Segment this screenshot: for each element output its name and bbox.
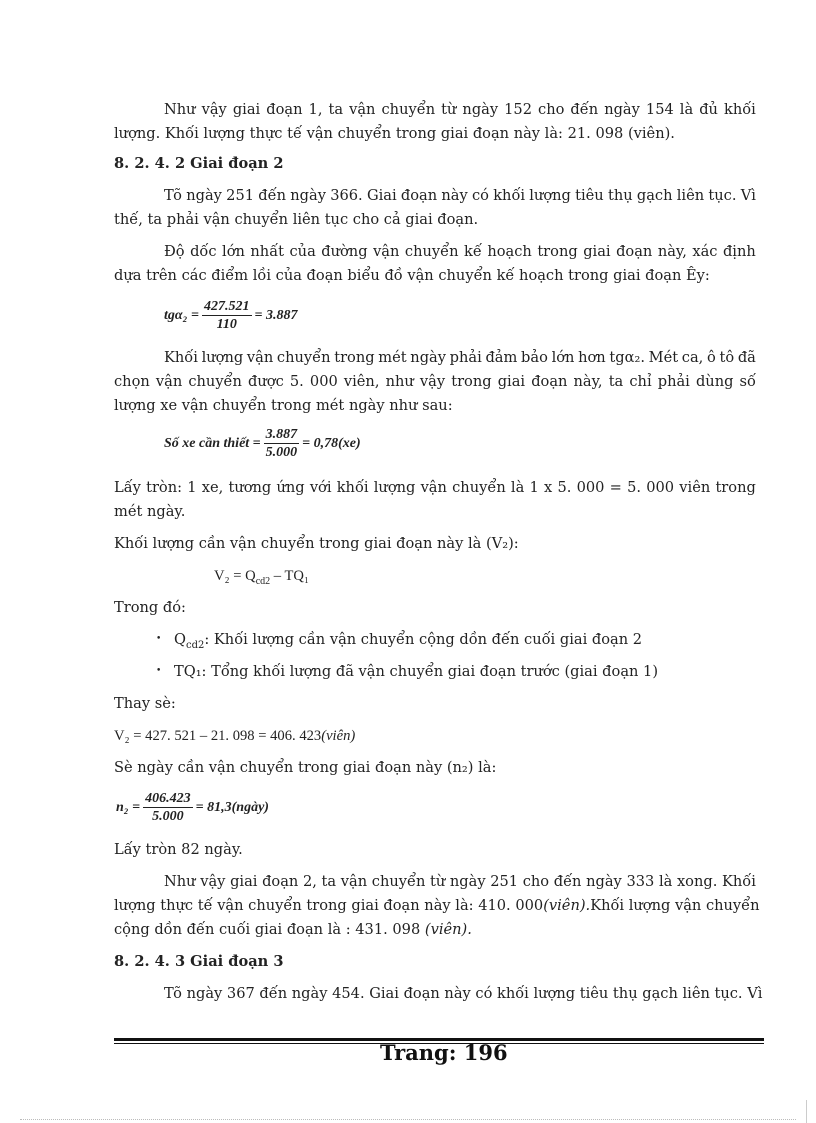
word: này [441, 187, 468, 204]
word: ta [321, 873, 337, 890]
paragraph-line [164, 186, 756, 206]
word: Lấy [114, 479, 141, 496]
word: phải [657, 373, 690, 390]
word: phải [449, 349, 482, 366]
word: vận [373, 243, 400, 260]
word: có [471, 187, 489, 204]
text-part: Khối lượng vận chuyển [590, 897, 760, 914]
list-item [174, 630, 642, 656]
word: bảo [521, 349, 548, 366]
word: viên, [343, 373, 380, 390]
word: lượng [373, 479, 416, 496]
word: vậy [200, 873, 226, 890]
word: tiêu [575, 187, 604, 204]
paragraph-line [114, 372, 756, 392]
formula-unit: (viên) [321, 728, 356, 744]
formula-part: V₂ = 427. 521 – 21. 098 = 406. 423 [114, 728, 322, 744]
paragraph-line: thế, ta phải vận chuyển liên tục cho cả giai đoạn. [114, 211, 479, 228]
word: ngày [410, 349, 446, 366]
text-part: cộng dồn đến cuối giai đoạn là : 431. 098 [114, 921, 425, 938]
fraction [264, 426, 300, 461]
paragraph-line: Trong đó: [114, 599, 186, 616]
word: ngày [290, 187, 326, 204]
bullet-icon: • [156, 666, 162, 676]
word: 5. [557, 479, 572, 496]
word: 1 [529, 479, 539, 496]
fraction-denominator: 110 [216, 317, 237, 332]
word: ứng [276, 479, 305, 496]
word: đến [553, 873, 582, 890]
formula-rhs: = 81,3(ngày) [195, 799, 269, 815]
formula-rhs: = 0,78(xe) [302, 435, 361, 451]
word: 251 [226, 187, 255, 204]
word: lớn [222, 243, 245, 260]
word: kế [464, 243, 482, 260]
word: giai [497, 373, 526, 390]
word: Mét [648, 349, 679, 366]
formula-lhs: Số xe cần thiết = [164, 435, 261, 451]
paragraph-line: mét ngày. [114, 503, 186, 520]
paragraph-line [164, 872, 756, 892]
formula-lhs: tgα₂ = [164, 307, 199, 323]
formula-lhs: n₂ = [116, 799, 141, 815]
formula-part: V₂ = Q [214, 568, 256, 584]
word: tgα₂. [609, 349, 645, 366]
word: ngày [186, 187, 222, 204]
word: liên [676, 187, 705, 204]
formula-tangent [164, 298, 297, 333]
word: 000 [646, 479, 675, 496]
word: cho [522, 873, 550, 890]
word: lượng [529, 187, 571, 204]
word: đã [737, 349, 756, 366]
word: khối [336, 479, 369, 496]
word: chuyển [276, 349, 331, 366]
word: 2, [302, 873, 317, 890]
section-heading: 8. 2. 4. 3 Giai đoạn 3 [114, 953, 284, 970]
word: ta [328, 101, 344, 118]
paragraph-line [114, 478, 756, 498]
word: trong [537, 243, 578, 260]
paragraph-line: dựa trên các điểm lồi của đoạn biểu đồ vận chuyển kế hoạch trong giai đoạn Êy: [114, 267, 710, 284]
word: Khối [722, 873, 756, 890]
word: vận [349, 101, 376, 118]
word: từ [430, 873, 446, 890]
paragraph-line: Lấy tròn 82 ngày. [114, 841, 243, 858]
word: 154 [645, 101, 674, 118]
formula-v2-definition [214, 566, 309, 592]
formula-subscript: cd2 [255, 575, 271, 587]
paragraph-line [114, 896, 760, 916]
word: ô [707, 349, 716, 366]
word: khối [723, 101, 756, 118]
word: được [248, 373, 284, 390]
word: 5. [289, 373, 304, 390]
word: này, [657, 243, 687, 260]
word: ngày [604, 101, 640, 118]
word: ngày [462, 101, 499, 118]
word: đoạn [262, 873, 299, 890]
word: 366. [330, 187, 363, 204]
word: vậy [201, 101, 227, 118]
word: gạch [636, 187, 673, 204]
list-item-symbol: Q [174, 631, 186, 648]
section-heading: 8. 2. 4. 2 Giai đoạn 2 [114, 155, 284, 172]
paragraph-line: lượng xe vận chuyển trong mét ngày như sau: [114, 397, 453, 414]
text-part: lượng thực tế vận chuyển trong giai đoạn này là: 410. 000 [114, 897, 544, 914]
text-segment [114, 896, 590, 916]
word: 1, [308, 101, 323, 118]
word: vận [246, 349, 274, 366]
word: chuyển [371, 873, 426, 890]
word: như [385, 373, 414, 390]
paragraph-line [164, 348, 756, 368]
word: chuyển [452, 479, 506, 496]
text-italic: (viên). [424, 921, 472, 938]
word: đoạn [531, 373, 568, 390]
word: chuyển [404, 243, 459, 260]
word: tô [719, 349, 735, 366]
word: này, [573, 373, 603, 390]
word: hơn [578, 349, 606, 366]
word: đảm [485, 349, 518, 366]
word: khối [493, 187, 526, 204]
word: tương [228, 479, 272, 496]
word: giai [230, 873, 258, 890]
word: ta [608, 373, 624, 390]
word: = [609, 479, 622, 496]
word: hoạch [487, 243, 532, 260]
word: trong [715, 479, 756, 496]
word: 000 [309, 373, 338, 390]
word: vận [340, 873, 368, 890]
word: đến [570, 101, 599, 118]
word: mét [378, 349, 407, 366]
word: ngày [586, 873, 622, 890]
word: lớn [551, 349, 575, 366]
word: từ [441, 101, 457, 118]
word: Độ [164, 243, 185, 260]
word: xe, [201, 479, 224, 496]
word: đoạn [616, 243, 653, 260]
list-item-text: : Khối lượng cần vận chuyển cộng dồn đến cuối giai đoạn 2 [204, 631, 643, 648]
word: định [722, 243, 756, 260]
word: 5. [627, 479, 642, 496]
word: trong [334, 349, 375, 366]
word: đoạn [266, 101, 303, 118]
word: 251 [490, 873, 519, 890]
word: đến [258, 187, 286, 204]
word: thụ [607, 187, 633, 204]
word: Giai [366, 187, 397, 204]
paragraph-line: Thay sè: [114, 695, 176, 712]
word: dùng [695, 373, 734, 390]
page-edge-dotted-line [20, 1119, 796, 1120]
page-number: Trang: 196 [380, 1040, 508, 1065]
word: giai [583, 243, 611, 260]
paragraph-line [164, 242, 756, 262]
formula-v2-substitution [114, 726, 355, 746]
word: nhất [250, 243, 284, 260]
word: vậy [419, 373, 446, 390]
word: là [658, 873, 673, 890]
word: là [510, 479, 525, 496]
word: chọn [114, 373, 150, 390]
word: ca, [681, 349, 704, 366]
paragraph-line: Tõ ngày 367 đến ngày 454. Giai đoạn này có khối lượng tiêu thụ gạch liên tục. Vì [164, 985, 763, 1002]
formula-part: – TQ₁ [270, 568, 310, 584]
fraction-numerator: 406.423 [145, 791, 191, 806]
paragraph-line: lượng. Khối lượng thực tế vận chuyển trong giai đoạn này là: 21. 098 (viên). [114, 125, 675, 142]
word: Như [164, 873, 196, 890]
fraction-numerator: 427.521 [204, 299, 250, 314]
word: cho [538, 101, 565, 118]
paragraph-line [164, 100, 756, 120]
paragraph-line: Sè ngày cần vận chuyển trong giai đoạn này (n₂) là: [114, 759, 497, 776]
word: giai [232, 101, 261, 118]
word: vận [420, 479, 447, 496]
word: chỉ [629, 373, 652, 390]
word: lượng [201, 349, 244, 366]
bullet-icon: • [156, 634, 162, 644]
word: x [544, 479, 553, 496]
word: 000 [576, 479, 605, 496]
word: đường [321, 243, 368, 260]
word: xong. [676, 873, 718, 890]
fraction-numerator: 3.887 [265, 427, 298, 442]
word: của [289, 243, 316, 260]
formula-vehicle-count [164, 426, 361, 461]
word: chuyển [188, 373, 242, 390]
word: Như [164, 101, 196, 118]
word: Vì [740, 187, 756, 204]
formula-days [116, 790, 269, 825]
word: đủ [699, 101, 718, 118]
word: dốc [190, 243, 217, 260]
word: trong [451, 373, 492, 390]
word: số [739, 373, 756, 390]
paragraph-line: Khối lượng cần vận chuyển trong giai đoạn này là (V₂): [114, 535, 519, 552]
fraction-denominator: 5.000 [265, 445, 298, 460]
list-item-subscript: cd2 [185, 639, 205, 651]
word: Khối [164, 349, 198, 366]
word: xác [692, 243, 718, 260]
word: chuyển [381, 101, 436, 118]
word: tục. [708, 187, 737, 204]
word: 333 [626, 873, 655, 890]
fraction [143, 790, 193, 825]
fraction-denominator: 5.000 [152, 809, 184, 824]
word: vận [155, 373, 183, 390]
list-item: TQ₁: Tổng khối lượng đã vận chuyển giai đoạn trước (giai đoạn 1) [174, 663, 659, 680]
word: là [679, 101, 694, 118]
word: đoạn [400, 187, 438, 204]
text-italic: (viên). [543, 897, 591, 914]
page-edge-vertical-line [806, 1100, 807, 1123]
fraction [202, 298, 252, 333]
word: 1 [187, 479, 197, 496]
paragraph-line [114, 920, 472, 940]
word: 152 [504, 101, 532, 118]
word: với [309, 479, 332, 496]
formula-rhs: = 3.887 [254, 307, 298, 323]
word: viên [679, 479, 711, 496]
word: ngày [449, 873, 486, 890]
word: Tõ [164, 187, 182, 204]
word: tròn: [146, 479, 183, 496]
